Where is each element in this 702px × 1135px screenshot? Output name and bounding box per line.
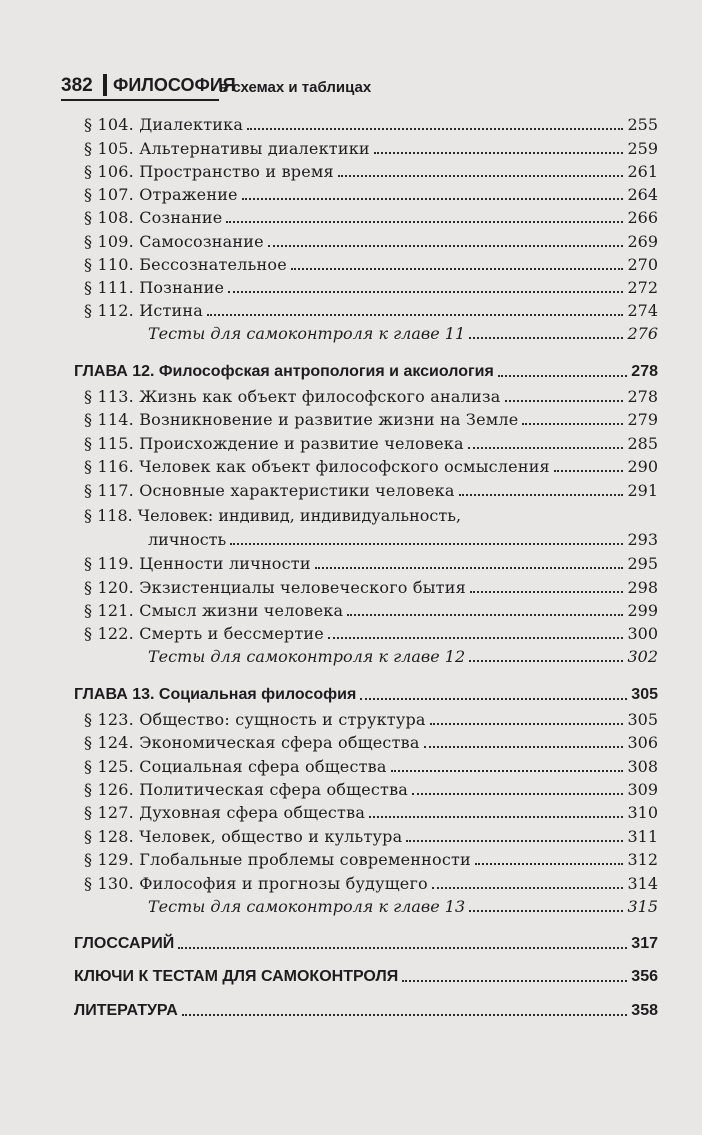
toc-entry-page: 315 [627,897,658,916]
toc-entry-page: 261 [627,162,658,181]
dot-leader [505,400,624,402]
toc-entry-label: § 121. Смысл жизни человека [84,601,344,620]
toc-entry-page: 290 [627,457,658,476]
toc-entry-page: 255 [627,115,658,134]
toc-entry-page: 274 [627,301,658,320]
toc-entry-page: 299 [627,601,658,620]
dot-leader [228,291,623,293]
toc-entry-label: § 109. Самосознание [84,232,264,251]
toc-entry-label: § 108. Сознание [84,208,223,227]
toc-backmatter[interactable] [74,933,658,955]
dot-leader [470,591,624,593]
toc-entry-page: 269 [627,232,658,251]
toc-entry[interactable] [84,849,658,871]
toc-entry-label: § 113. Жизнь как объект философского анализа [84,387,501,406]
dot-leader [369,816,623,818]
toc-entry-page: 259 [627,139,658,158]
toc-entry-page: 293 [627,530,658,549]
toc-entry-page: 279 [627,410,658,429]
dot-leader [374,152,624,154]
toc-entry[interactable] [84,138,658,160]
toc-entry-page: 276 [627,324,658,343]
toc-entry-label: Тесты для самоконтроля к главе 11 [148,324,466,343]
toc-entry[interactable] [84,505,658,527]
toc-test-entry[interactable] [148,323,658,345]
dot-leader [182,1014,628,1016]
toc-entry-label: § 105. Альтернативы диалектики [84,139,370,158]
toc-entry[interactable] [84,300,658,322]
dot-leader [475,863,624,865]
dot-leader [430,723,624,725]
toc-entry[interactable] [84,456,658,478]
toc-entry-label: § 115. Происхождение и развитие человека [84,434,464,453]
dot-leader [424,746,624,748]
toc-backmatter[interactable] [74,966,658,988]
toc-entry-label: § 120. Экзистенциалы человеческого бытия [84,578,466,597]
toc-entry-page: 264 [627,185,658,204]
toc-entry-label: § 123. Общество: сущность и структура [84,710,426,729]
dot-leader [242,198,624,200]
toc-entry-label: § 110. Бессознательное [84,255,287,274]
toc-entry-label: § 124. Экономическая сфера общества [84,733,420,752]
toc-entry-page: 311 [627,827,658,846]
toc-entry-label: личность [148,530,227,549]
toc-entry-label: § 127. Духовная сфера общества [84,803,366,822]
dot-leader [469,910,623,912]
toc-entry[interactable] [84,161,658,183]
dot-leader [432,887,624,889]
toc-entry-label: § 122. Смерть и бессмертие [84,624,324,643]
toc-entry-label: § 117. Основные характеристики человека [84,481,455,500]
toc-entry[interactable] [84,433,658,455]
toc-backmatter[interactable] [74,1000,658,1022]
dot-leader [347,614,623,616]
toc-chapter-label: ГЛОССАРИЙ [74,935,175,952]
toc-entry-page: 291 [627,481,658,500]
toc-entry-page: 278 [631,363,658,380]
dot-leader [468,447,624,449]
toc-entry-page: 308 [627,757,658,776]
dot-leader [412,793,623,795]
toc-entry-continuation[interactable] [148,529,658,551]
dot-leader [469,660,623,662]
toc-entry[interactable] [84,873,658,895]
toc-entry[interactable] [84,600,658,622]
toc-entry-page: 314 [627,874,658,893]
toc-entry-label: § 126. Политическая сфера общества [84,780,409,799]
toc-entry-page: 295 [627,554,658,573]
toc-entry[interactable] [84,254,658,276]
toc-entry-page: 305 [631,686,658,703]
dot-leader [554,470,624,472]
dot-leader [315,567,624,569]
toc-entry-label: § 112. Истина [84,301,204,320]
toc-entry-page: 266 [627,208,658,227]
toc-entry[interactable] [84,577,658,599]
toc-chapter-label: ГЛАВА 13. Социальная философия [74,686,357,703]
toc-entry-page: 358 [631,1002,658,1019]
toc-entry-page: 305 [627,710,658,729]
dot-leader [328,637,623,639]
toc-entry-label: § 129. Глобальные проблемы современности [84,850,471,869]
toc-entry[interactable] [84,184,658,206]
dot-leader [230,543,623,545]
toc-entry-page: 356 [631,968,658,985]
toc-chapter-label: КЛЮЧИ К ТЕСТАМ ДЛЯ САМОКОНТРОЛЯ [74,968,399,985]
book-subtitle: в схемах и таблицах [219,79,372,96]
toc-entry-page: 306 [627,733,658,752]
toc-entry[interactable] [84,480,658,502]
toc-entry[interactable] [84,231,658,253]
dot-leader [268,245,624,247]
toc-entry-label: § 116. Человек как объект философского осмысления [84,457,550,476]
toc-entry-label: Тесты для самоконтроля к главе 12 [148,647,466,666]
toc-entry-label: § 104. Диалектика [84,115,244,134]
toc-entry[interactable] [84,779,658,801]
toc-entry-label: § 107. Отражение [84,185,238,204]
toc-chapter-label: ГЛАВА 12. Философская антропология и аксиология [74,363,494,380]
dot-leader [459,494,624,496]
toc-entry-page: 302 [627,647,658,666]
toc-entry-label: Тесты для самоконтроля к главе 13 [148,897,466,916]
toc-entry-label: § 125. Социальная сфера общества [84,757,387,776]
toc-entry[interactable] [84,386,658,408]
toc-entry-page: 310 [627,803,658,822]
toc-entry-label: § 106. Пространство и время [84,162,334,181]
toc-entry-label: § 111. Познание [84,278,225,297]
dot-leader [498,375,627,377]
dot-leader [391,770,624,772]
page-number: 382 [61,75,93,96]
toc-entry[interactable] [84,826,658,848]
toc-entry-page: 300 [627,624,658,643]
dot-leader [291,268,624,270]
toc-entry[interactable] [84,732,658,754]
dot-leader [522,423,623,425]
toc-entry-label: § 130. Философия и прогнозы будущего [84,874,428,893]
toc-test-entry[interactable] [148,896,658,918]
dot-leader [247,128,623,130]
dot-leader [469,337,623,339]
toc-chapter[interactable] [74,684,658,706]
toc-entry-page: 270 [627,255,658,274]
toc-entry-page: 272 [627,278,658,297]
toc-entry-page: 285 [627,434,658,453]
dot-leader [360,698,627,700]
toc-entry[interactable] [84,114,658,136]
book-title: ФИЛОСОФИЯ [113,75,236,95]
toc-entry[interactable] [84,623,658,645]
toc-entry[interactable] [84,277,658,299]
toc-entry-label: § 119. Ценности личности [84,554,311,573]
toc-entry-page: 309 [627,780,658,799]
toc-entry-label: § 128. Человек, общество и культура [84,827,403,846]
dot-leader [338,175,624,177]
dot-leader [226,221,623,223]
toc-entry[interactable] [84,409,658,431]
dot-leader [178,947,627,949]
toc-entry-label: § 118. Человек: индивид, индивидуальность, [84,506,462,525]
toc-entry[interactable] [84,709,658,731]
toc-entry-page: 312 [627,850,658,869]
dot-leader [207,314,623,316]
toc-entry-page: 317 [631,935,658,952]
toc-chapter[interactable] [74,361,658,383]
toc-entry-page: 278 [627,387,658,406]
toc-entry[interactable] [84,207,658,229]
toc-entry-label: § 114. Возникновение и развитие жизни на Земле [84,410,519,429]
toc-test-entry[interactable] [148,646,658,668]
toc-chapter-label: ЛИТЕРАТУРА [74,1002,178,1019]
toc-entry-page: 298 [627,578,658,597]
toc-entry[interactable] [84,802,658,824]
dot-leader [406,840,623,842]
dot-leader [402,980,627,982]
toc-entry[interactable] [84,756,658,778]
toc-entry[interactable] [84,553,658,575]
